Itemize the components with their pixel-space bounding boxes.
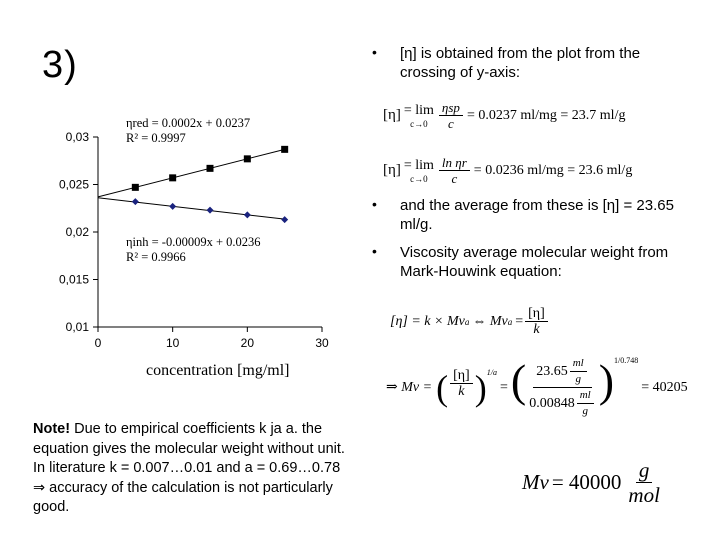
eq1-sub: c→0: [410, 118, 428, 129]
eq1-eta: [η]: [383, 107, 401, 123]
y-tick-label: 0,025: [58, 177, 89, 192]
mv-exponent: 1/a: [486, 367, 497, 377]
inh-trend-equation: ηinh = -0.00009x + 0.0236: [126, 235, 261, 249]
trendline-ηinh: [98, 198, 285, 219]
y-tick-label: 0,015: [58, 272, 89, 287]
eq2-eta: [η]: [383, 162, 401, 178]
y-tick-label: 0,01: [65, 320, 89, 334]
equation-inherent-limit: [383, 155, 632, 186]
mv-k-unit-den: g: [582, 405, 588, 417]
eq1-numerator: ηsp: [439, 100, 463, 116]
mv-exponent-2: 1/0.748: [614, 356, 639, 365]
mh-exponent-2: a: [507, 316, 513, 327]
red-trend-r2: R² = 0.9997: [126, 131, 186, 145]
x-tick-label: 10: [165, 336, 180, 350]
red-trend-equation: ηred = 0.0002x + 0.0237: [126, 116, 251, 130]
mh-numerator: [η]: [525, 306, 548, 322]
equation-final-result: [522, 458, 665, 507]
eq2-lim: = lim: [403, 157, 434, 173]
note-label: Note!: [33, 421, 71, 437]
bullet-text-mark-houwink: Viscosity average molecular weight from Mark-Houwink equation:: [400, 244, 669, 280]
point-ηred: [132, 184, 139, 191]
x-tick-label: 20: [240, 336, 255, 350]
final-unit-den: mol: [628, 483, 660, 507]
mv-denominator: k: [458, 383, 465, 399]
mh-exponent: a: [464, 316, 470, 327]
inh-trend-r2: R² = 0.9966: [126, 250, 186, 264]
equation-mv-calculation: ⇒ Mv = ( $\frac{[\eta]}{k}$ ) $^{1/a}$ = ( 23.65 $\frac{ml}{g}$ 0.00848 $\frac{ml}{g}$ ) $^{1/0.748}$ = 40205: [386, 355, 688, 417]
eq2-result: = 0.0236 ml/mg = 23.6 ml/g: [473, 162, 633, 178]
point-ηinh: [132, 198, 139, 205]
bullet-text-average: and the average from these is [η] = 23.65 ml/g.: [400, 197, 674, 233]
final-mv: Mv: [522, 470, 549, 494]
bullet-text-intrinsic-viscosity: [η] is obtained from the plot from the crossing of y-axis:: [400, 45, 641, 81]
bullet-marker: •: [372, 243, 377, 259]
point-ηred: [281, 146, 288, 153]
x-tick-label: 30: [315, 336, 329, 350]
slide-number: 3): [42, 44, 78, 86]
note-paragraph: [33, 420, 353, 518]
mv-k-unit-num: ml: [577, 388, 594, 404]
eq2-numerator: ln ηr: [439, 155, 470, 171]
x-tick-label: 0: [94, 336, 102, 350]
y-tick-label: 0,03: [65, 130, 89, 144]
point-ηred: [207, 165, 214, 172]
final-unit-num: g: [636, 458, 653, 483]
eq2-denominator: c: [451, 171, 458, 186]
mv-value: 23.65: [536, 363, 568, 379]
y-tick-label: 0,02: [65, 225, 89, 239]
point-ηred: [169, 174, 176, 181]
mv-unit-num: ml: [570, 356, 587, 372]
bullet-marker: •: [372, 44, 377, 60]
chart-marks: [98, 146, 288, 223]
point-ηinh: [207, 207, 214, 214]
mh-left: [η] = k × Mv: [390, 313, 465, 329]
mh-iff: ⇔ Mv: [472, 313, 508, 329]
point-ηinh: [244, 211, 251, 218]
eq1-result: = 0.0237 ml/mg = 23.7 ml/g: [466, 107, 626, 123]
point-ηinh: [281, 216, 288, 223]
note-text: Due to empirical coefficients k ja a. the equation gives the molecular weight without unit. In literature k = 0.007…0.01 and a = 0.69…0.78 ⇒ accuracy of the calculation is not particularly good.: [33, 421, 345, 515]
bullet-marker: •: [372, 196, 377, 212]
equation-reduced-limit: [383, 100, 625, 131]
x-axis-label: concentration [mg/ml]: [146, 362, 290, 379]
eq2-sub: c→0: [410, 173, 428, 184]
eq1-denominator: c: [448, 116, 454, 131]
eq1-lim: = lim: [403, 102, 434, 118]
point-ηinh: [169, 203, 176, 210]
point-ηred: [244, 155, 251, 162]
mv-k-value: 0.00848: [529, 395, 575, 411]
mv-unit-den: g: [575, 373, 581, 385]
mh-equals: =: [515, 313, 524, 329]
mv-equals: =: [499, 379, 508, 395]
equation-mark-houwink: [390, 306, 550, 337]
mh-denominator: k: [533, 322, 540, 337]
mv-numerator: [η]: [450, 368, 473, 384]
final-value: = 40000: [551, 470, 622, 494]
mv-result: = 40205: [641, 379, 688, 395]
trendline-ηred: [98, 149, 285, 197]
mv-arrow: ⇒ Mv =: [386, 380, 433, 395]
